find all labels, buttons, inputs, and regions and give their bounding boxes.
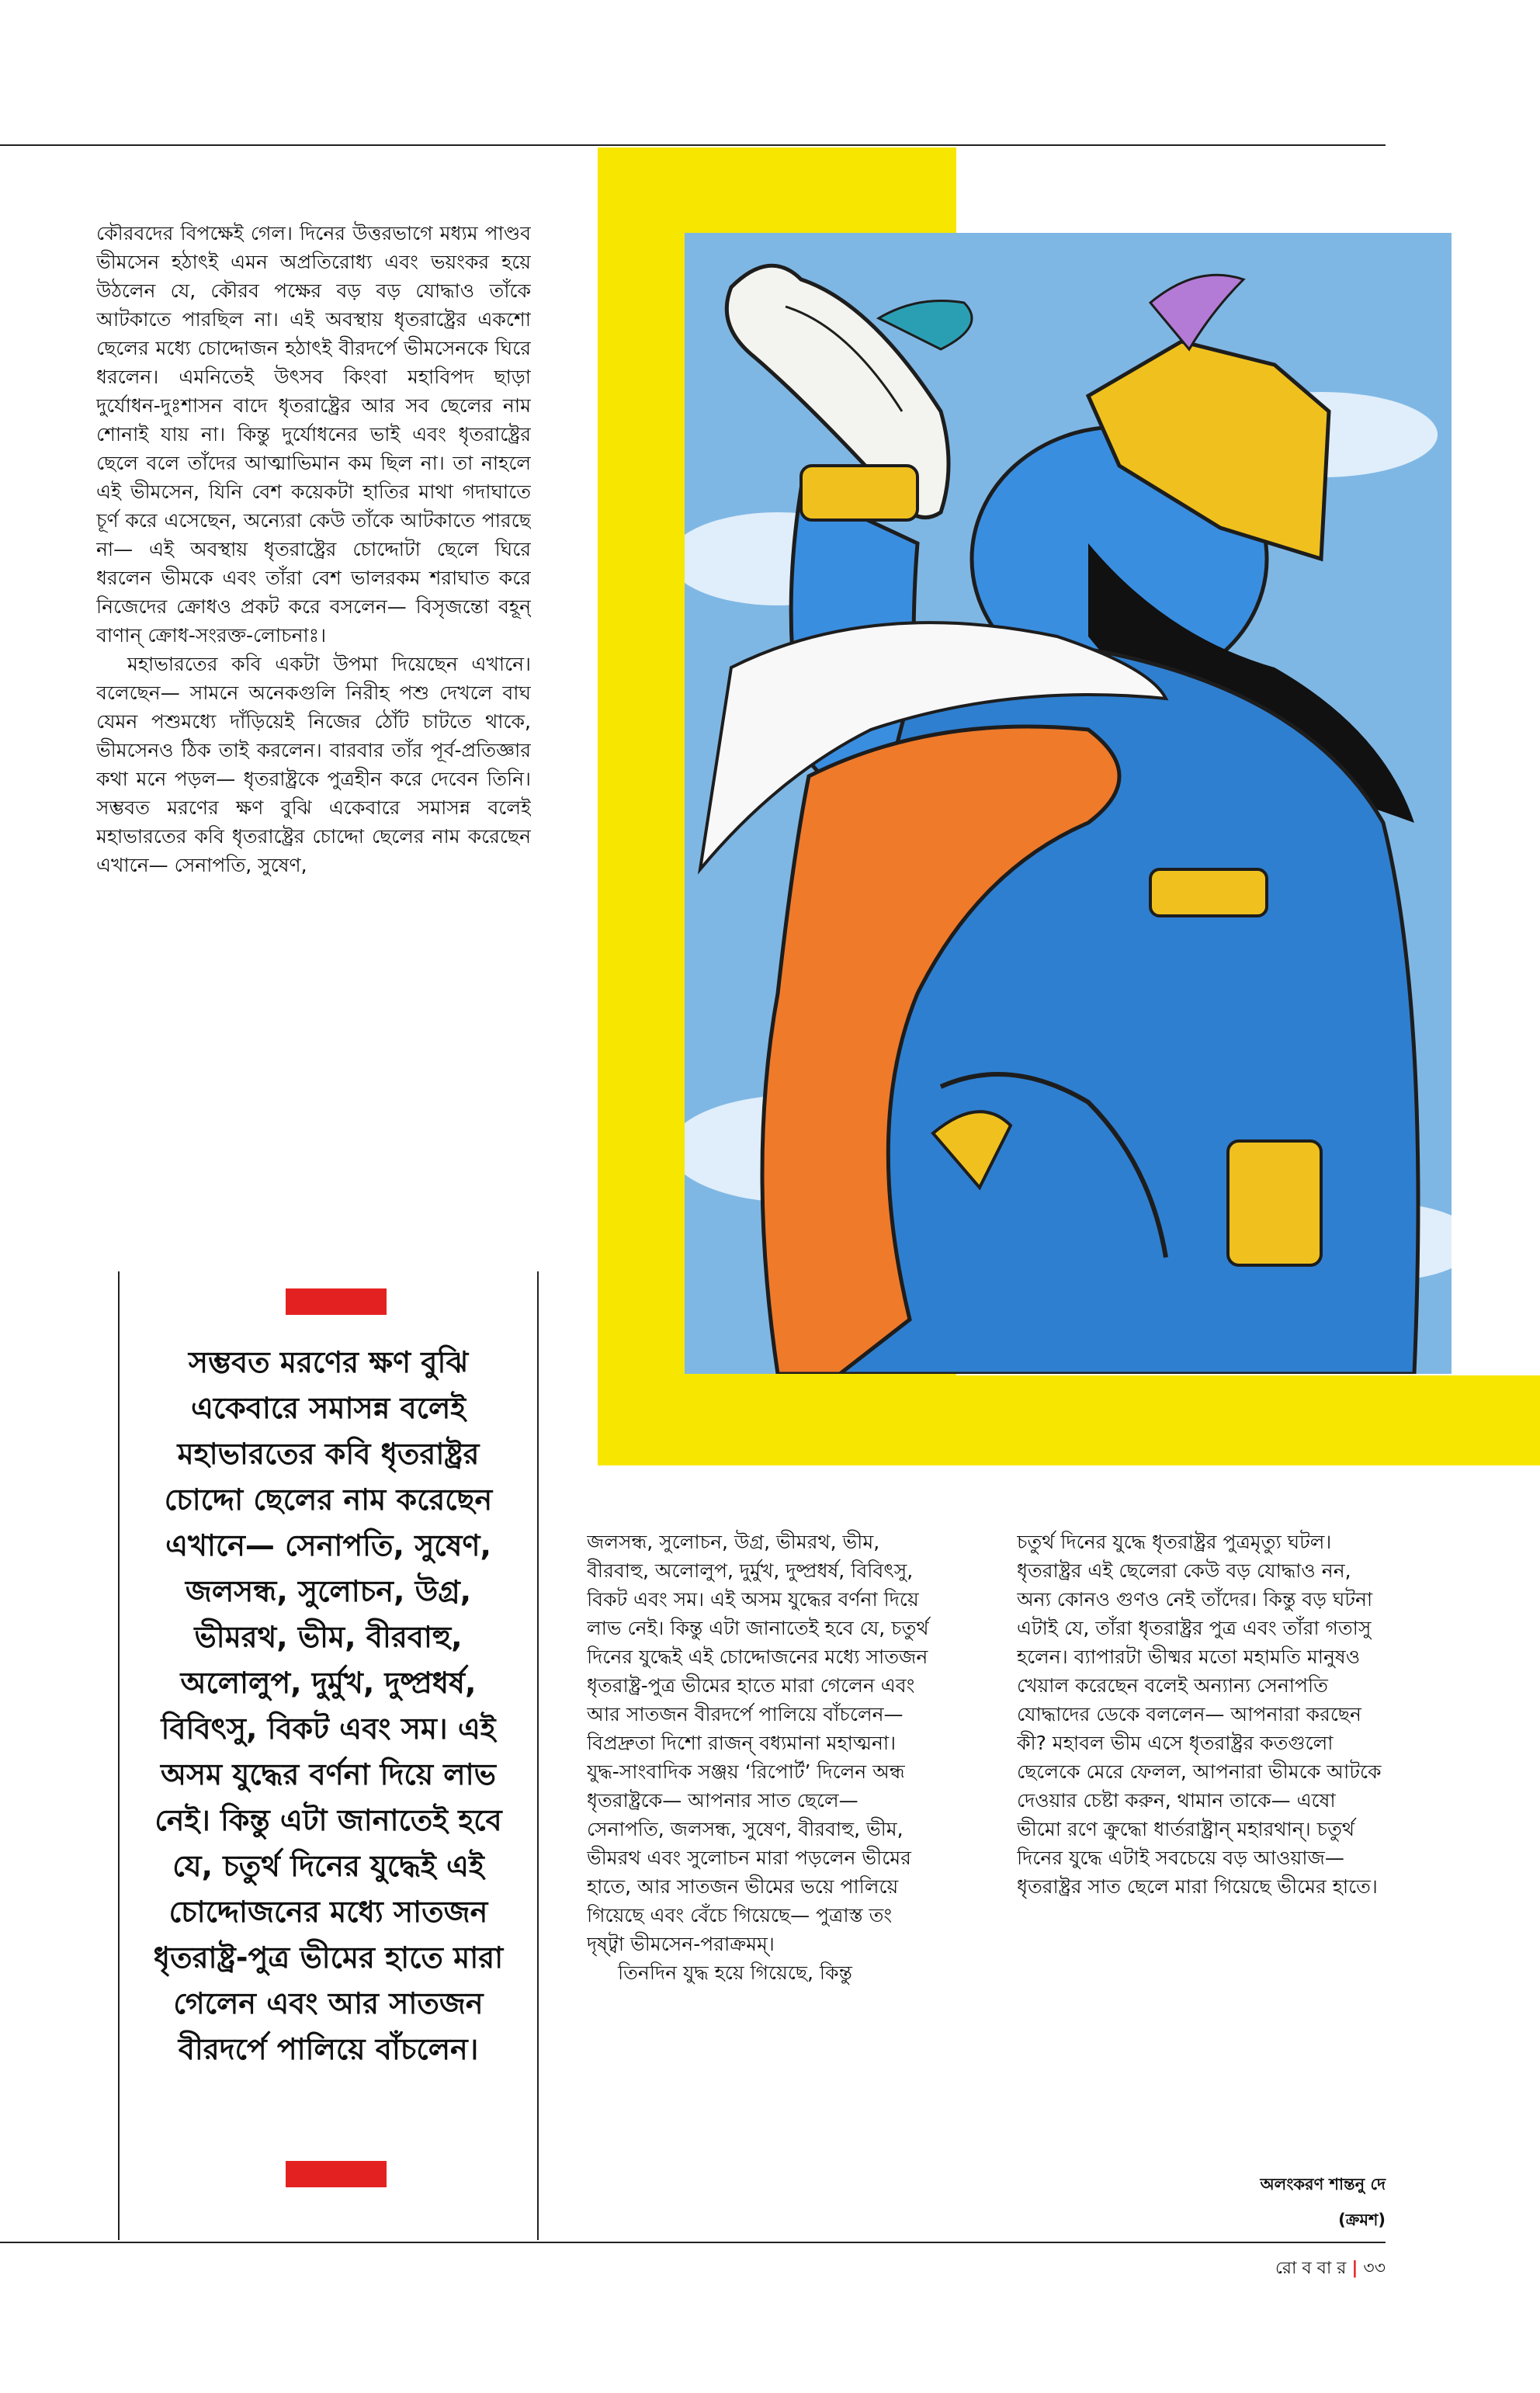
- bottom-rule: [0, 2242, 1386, 2243]
- right-paragraph: চতুর্থ দিনের যুদ্ধে ধৃতরাষ্ট্রর পুত্রমৃত্যু ঘটল। ধৃতরাষ্ট্রর এই ছেলেরা কেউ বড় যোদ্ধাও নন, অন্য কোনও গুণও নেই তাঁদের। কিন্তু বড় ঘটনা এটাই যে, তাঁরা ধৃতরাষ্ট্রর পুত্র এবং তাঁরা গতাসু হলেন। ব্যাপারটা ভীষ্মর মতো মহামতি মানুষও খেয়াল করেছেন বলেই অন্যান্য সেনাপতি যোদ্ধাদের ডেকে বললেন— আপনারা করছেন কী? মহাবল ভীম এসে ধৃতরাষ্ট্রর কতগুলো ছেলেকে মেরে ফেলল, আপনারা ভীমকে আটকে দেওয়ার চেষ্টা করুন, থামান তাকে— এষো ভীমো রণে ক্রুদ্ধো ধার্তরাষ্ট্রান্ মহারথান্। চতুর্থ দিনের যুদ্ধে এটাই সবচেয়ে বড় আওয়াজ— ধৃতরাষ্ট্রর সাত ছেলে মারা গিয়েছে ভীমের হাতে।: [1017, 1531, 1382, 1898]
- illustration-credit: অলংকরণ শান্তনু দে: [1260, 2175, 1386, 2194]
- continued-marker: (ক্রমশ): [1338, 2211, 1386, 2229]
- pull-quote-box: [118, 1271, 539, 2240]
- bhima-conch-illustration-icon: [685, 233, 1452, 1374]
- left-column-text: [96, 219, 531, 1267]
- middle-paragraph: তিনদিন যুদ্ধ হয়ে গিয়েছে, কিন্তু: [618, 1961, 852, 1984]
- middle-column-text: [587, 1528, 933, 2226]
- pull-quote-red-bar-top: [286, 1288, 387, 1315]
- magazine-name: রো ব বা র: [1275, 2259, 1347, 2278]
- page-footer: [1234, 2255, 1386, 2284]
- middle-paragraph: জলসন্ধ, সুলোচন, উগ্র, ভীমরথ, ভীম, বীরবাহু, অলোলুপ, দুর্মুখ, দুষ্প্রধর্ষ, বিবিৎসু, বিকট এবং সম। এই অসম যুদ্ধের বর্ণনা দিয়ে লাভ নেই। কিন্তু এটা জানাতেই হবে যে, চতুর্থ দিনের যুদ্ধেই এই চোদ্দোজনের মধ্যে সাতজন ধৃতরাষ্ট্র-পুত্র ভীমের হাতে মারা গেলেন এবং আর সাতজন বীরদর্পে পালিয়ে বাঁচলেন— বিপ্রদ্রুতা দিশো রাজন্ বধ্যমানা মহাত্মনা। যুদ্ধ-সাংবাদিক সঞ্জয় ‘রিপোর্ট’ দিলেন অন্ধ ধৃতরাষ্ট্রকে— আপনার সাত ছেলে— সেনাপতি, জলসন্ধ, সুষেণ, বীরবাহু, ভীম, ভীমরথ এবং সুলোচন মারা পড়লেন ভীমের হাতে, আর সাতজন ভীমের ভয়ে পালিয়ে গিয়েছে এবং বেঁচে গিয়েছে— পুত্রাস্ত তং দৃষ্ট্বা ভীমসেন-পরাক্রমম্।: [587, 1531, 929, 1955]
- left-paragraph: কৌরবদের বিপক্ষেই গেল। দিনের উত্তরভাগে মধ্যম পাণ্ডব ভীমসেন হঠাৎই এমন অপ্রতিরোধ্য এবং ভয়ংকর হয়ে উঠলেন যে, কৌরব পক্ষের বড় বড় যোদ্ধাও তাঁকে আটকাতে পারছিল না। এই অবস্থায় ধৃতরাষ্ট্রের একশো ছেলের মধ্যে চোদ্দোজন হঠাৎই বীরদর্পে ভীমসেনকে ঘিরে ধরলেন। এমনিতেই উৎসব কিংবা মহাবিপদ ছাড়া দুর্যোধন-দুঃশাসন বাদে ধৃতরাষ্ট্রের আর সব ছেলের নাম শোনাই যায় না। কিন্তু দুর্যোধনের ভাই এবং ধৃতরাষ্ট্রের ছেলে বলে তাঁদের আত্মাভিমান কম ছিল না। তা নাহলে এই ভীমসেন, যিনি বেশ কয়েকটা হাতির মাথা গদাঘাতে চূর্ণ করে এসেছেন, অন্যেরা কেউ তাঁকে আটকাতে পারছে না— এই অবস্থায় ধৃতরাষ্ট্রের চোদ্দোটা ছেলে ঘিরে ধরলেন ভীমকে এবং তাঁরা বেশ ভালরকম শরাঘাত করে নিজেদের ক্রোধও প্রকট করে বসলেন— বিসৃজন্তো বহূন্ বাণান্ ক্রোধ-সংরক্ত-লোচনাঃ।: [96, 222, 531, 647]
- page-number: ৩৩: [1363, 2259, 1386, 2278]
- footer-separator: |: [1351, 2259, 1358, 2278]
- pull-quote-text: সম্ভবত মরণের ক্ষণ বুঝি একেবারে সমাসন্ন বলেই মহাভারতের কবি ধৃতরাষ্ট্রর চোদ্দো ছেলের নাম করেছেন এখানে— সেনাপতি, সুষেণ, জলসন্ধ, সুলোচন, উগ্র, ভীমরথ, ভীম, বীরবাহু, অলোলুপ, দুর্মুখ, দুষ্প্রধর্ষ, বিবিৎসু, বিকট এবং সম। এই অসম যুদ্ধের বর্ণনা দিয়ে লাভ নেই। কিন্তু এটা জানাতেই হবে যে, চতুর্থ দিনের যুদ্ধেই এই চোদ্দোজনের মধ্যে সাতজন ধৃতরাষ্ট্র-পুত্র ভীমের হাতে মারা গেলেন এবং আর সাতজন বীরদর্পে পালিয়ে বাঁচলেন।: [153, 1345, 504, 2066]
- yellow-frame-horizontal: [598, 1375, 1540, 1465]
- right-column-text: [1017, 1528, 1382, 2164]
- top-rule: [0, 144, 1386, 146]
- pull-quote-red-bar-bottom: [286, 2161, 387, 2187]
- bhima-illustration: [685, 233, 1452, 1374]
- left-paragraph: মহাভারতের কবি একটা উপমা দিয়েছেন এখানে। বলেছেন— সামনে অনেকগুলি নিরীহ পশু দেখলে বাঘ যেমন পশুমধ্যে দাঁড়িয়েই নিজের ঠোঁট চাটতে থাকে, ভীমসেনও ঠিক তাই করলেন। বারবার তাঁর পূর্ব-প্রতিজ্ঞার কথা মনে পড়ল— ধৃতরাষ্ট্রকে পুত্রহীন করে দেবেন তিনি। সম্ভবত মরণের ক্ষণ বুঝি একেবারে সমাসন্ন বলেই মহাভারতের কবি ধৃতরাষ্ট্রের চোদ্দো ছেলের নাম করেছেন এখানে— সেনাপতি, সুষেণ,: [96, 653, 531, 876]
